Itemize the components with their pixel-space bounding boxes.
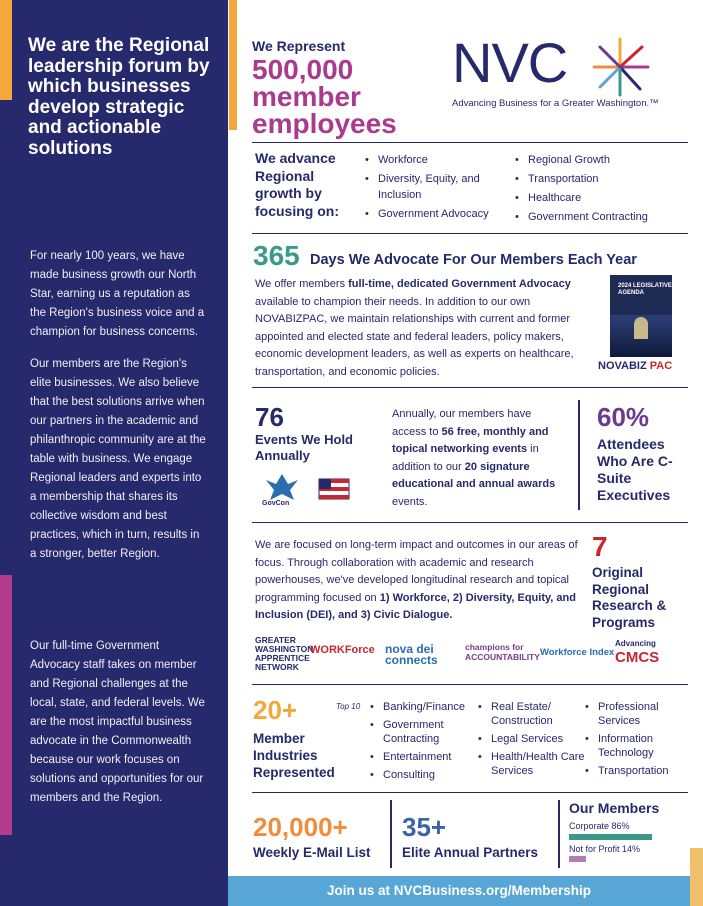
- list-item: • Government Contracting: [515, 209, 685, 225]
- corner-accent-bar: [690, 848, 703, 906]
- industries-list-col2: [478, 700, 588, 782]
- sidebar-paragraph-advocacy: Our full-time Government Advocacy staff takes on member and Regional challenges at the local, state, and federal levels. We are the most impactful business advocate in the Commonwealth because our work focuses on solutions and opportunities for our members and the Region.: [30, 640, 205, 804]
- nvc-logo: [452, 33, 688, 113]
- sidebar-paragraph-members: Our members are the Region's elite businesses. We also believe that the best solutions arrive when our partners in the academic and philanthropic community are at the table with business. We engage Regional leaders and experts into a membership that shares its collective wisdom and best practices, which in turn, results in a stronger, better Region.: [30, 358, 206, 560]
- list-item: • Healthcare: [515, 190, 685, 206]
- events-stat: 76: [255, 402, 284, 432]
- workforce-network-logo: WORKForce: [310, 644, 375, 656]
- list-item: • Banking/Finance: [370, 700, 485, 714]
- nonprofit-label: Not for Profit 14%: [569, 844, 641, 854]
- email-list-stat: 20,000+: [253, 812, 348, 842]
- corporate-bar: [569, 834, 652, 840]
- industries-list-col3: [585, 700, 690, 782]
- member-employees-stat: 500,000 member employees: [252, 54, 397, 139]
- apprentice-network-logo: GREATER WASHINGTON APPRENTICE NETWORK: [255, 635, 314, 672]
- list-item: • Workforce: [365, 152, 500, 168]
- advocacy-days-stat: 365: [253, 240, 300, 271]
- annual-partners-stat: 35+: [402, 812, 447, 842]
- corporate-label: Corporate 86%: [569, 821, 630, 831]
- divider: [252, 792, 688, 793]
- top10-label: Top 10: [336, 702, 361, 711]
- list-item: • Consulting: [370, 768, 485, 782]
- list-item: • Entertainment: [370, 750, 485, 764]
- logo-wordmark: NVC: [452, 31, 568, 94]
- research-programs-label: Original Regional Research & Programs: [592, 565, 667, 630]
- novabiz-pac-logo: NOVABIZ PAC: [598, 360, 673, 372]
- champions-accountability-logo: champions for ACCOUNTABILITY: [465, 642, 540, 662]
- star-burst-icon: [590, 37, 650, 97]
- list-item: • Regional Growth: [515, 152, 685, 168]
- legislative-agenda-cover: [610, 275, 672, 357]
- divider: [252, 233, 688, 234]
- advocacy-text: We offer members full-time, dedicated Government Advocacy available to champion their needs. In addition to our own NOVABIZPAC, we maintain relationships with current and former appointed and elected state and federal leaders, policy makers, economic development leaders, as well as experts on healthcare, transportation, and economic policies.: [255, 278, 574, 378]
- members-title: Our Members: [569, 800, 660, 816]
- c-suite-label: Attendees Who Are C-Suite Executives: [597, 436, 673, 503]
- divider: [252, 387, 688, 388]
- list-item: • Legal Services: [478, 732, 588, 746]
- membership-cta-link[interactable]: Join us at NVCBusiness.org/Membership: [228, 876, 690, 906]
- focus-list-left: [365, 152, 500, 225]
- list-item: • Information Technology: [585, 732, 690, 760]
- nova-dei-connects-logo: nova dei connects: [385, 642, 438, 667]
- list-item: • Government Advocacy: [365, 206, 500, 222]
- list-item: • Real Estate/ Construction: [478, 700, 588, 728]
- logo-tagline: Advancing Business for a Greater Washington.™: [452, 98, 659, 109]
- list-item: • Professional Services: [585, 700, 690, 728]
- research-text: We are focused on long-term impact and outcomes in our areas of focus. Through collaboration with academic and research powerhouses, we've developed longitudinal research and topical programming focused on 1) Workforce, 2) Diversity, Equity, and Inclusion (DEI), and 3) Civic Dialogue.: [255, 539, 578, 621]
- divider: [252, 684, 688, 685]
- header-accent-bar: [229, 0, 237, 130]
- govcon-logo-label: GovCon: [262, 500, 290, 507]
- sidebar-accent-bar: [0, 0, 12, 100]
- list-item: • Transportation: [585, 764, 690, 778]
- industries-label: Member Industries Represented: [253, 731, 335, 780]
- sidebar: [0, 0, 228, 906]
- vertical-divider: [578, 400, 580, 510]
- research-programs-stat: 7: [592, 531, 608, 562]
- events-text: Annually, our members have access to 56 free, monthly and topical networking events in addition to our 20 signature educational and annual awards events.: [392, 408, 556, 508]
- vertical-divider: [390, 800, 392, 868]
- represent-label: We Represent: [252, 38, 346, 54]
- c-suite-percent-stat: 60%: [597, 402, 650, 432]
- sidebar-accent-bar-magenta: [0, 575, 12, 835]
- list-item: • Diversity, Equity, and Inclusion: [365, 171, 500, 203]
- flag-award-icon: [315, 475, 353, 507]
- focus-list-right: [515, 152, 685, 228]
- industries-stat: 20+: [253, 695, 298, 725]
- advocacy-title: Days We Advocate For Our Members Each Year: [310, 252, 637, 268]
- annual-partners-label: Elite Annual Partners: [402, 845, 539, 860]
- advancing-cmcs-logo: Advancing CMCS: [615, 639, 660, 666]
- divider: [252, 522, 688, 523]
- workforce-index-logo: Workforce Index: [540, 647, 615, 658]
- industries-list-col1: [370, 700, 485, 786]
- sidebar-paragraph-history: For nearly 100 years, we have made business growth our North Star, earning us a reputation as the Region's business voice and a champion for business concerns.: [30, 250, 205, 338]
- capitol-dome-icon: [634, 317, 648, 339]
- list-item: • Health/Health Care Services: [478, 750, 588, 778]
- agenda-cover-title: 2024 LEGISLATIVE AGENDA: [618, 283, 672, 296]
- nonprofit-bar: [569, 856, 586, 862]
- advance-title: We advance Regional growth by focusing on:: [255, 150, 339, 219]
- vertical-divider: [558, 800, 560, 868]
- divider: [252, 142, 688, 143]
- events-label: Events We Hold Annually: [255, 432, 354, 463]
- email-list-label: Weekly E-Mail List: [253, 845, 371, 860]
- sidebar-heading: We are the Regional leadership forum by which businesses develop strategic and actionable solutions: [28, 35, 210, 159]
- list-item: • Government Contracting: [370, 718, 485, 746]
- list-item: • Transportation: [515, 171, 685, 187]
